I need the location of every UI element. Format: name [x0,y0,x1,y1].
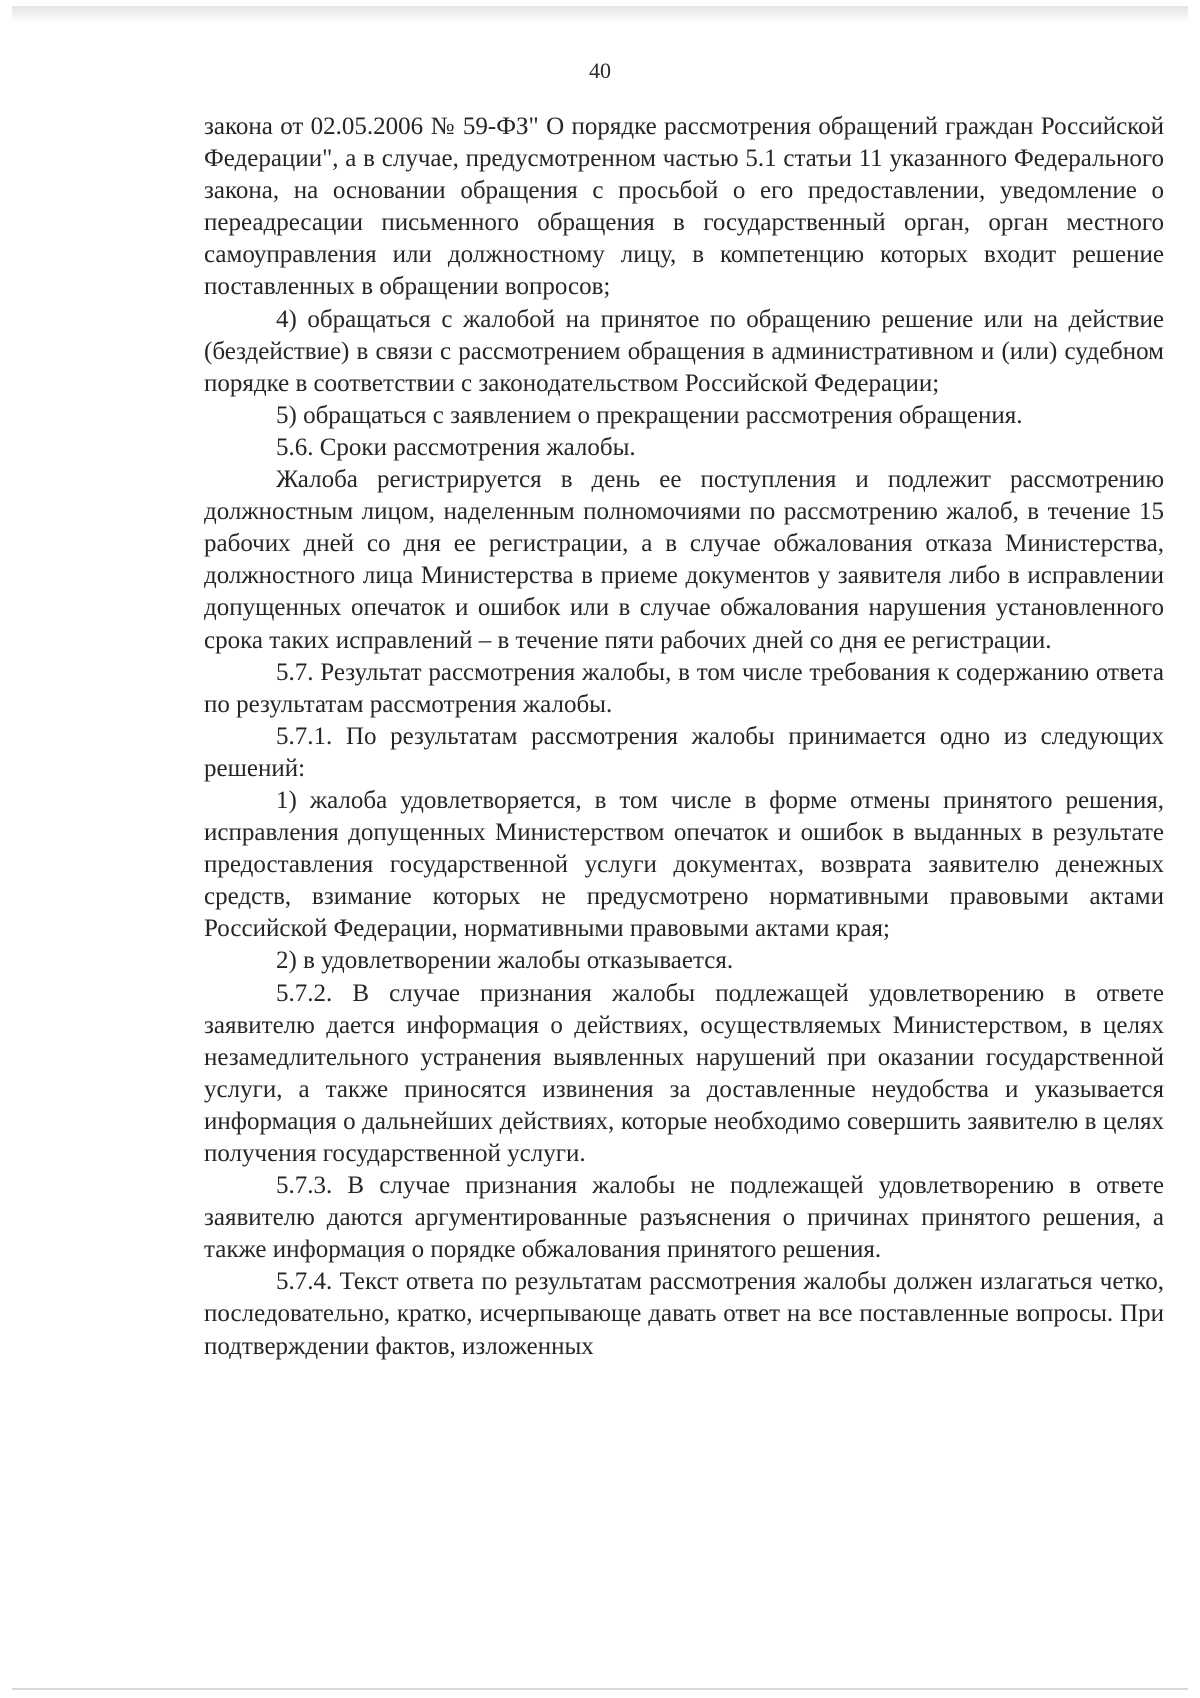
paragraph: 5) обращаться с заявлением о прекращении рассмотрения обращения. [276,401,1023,429]
document-body [204,111,1164,1363]
page-number: 40 [589,58,611,83]
paragraph: 1) жалоба удовлетворяется, в том числе в форме отмены принятого решения, исправления допущенных Министерством опечаток и ошибок в выданных в результате предоставления государственной услуги документах, возврата заявителю денежных средств, взимание которых не предусмотрено нормативными правовыми актами Российской Федерации, нормативными правовыми актами края; [204,786,1164,943]
paragraph: 2) в удовлетворении жалобы отказывается. [276,947,734,975]
paragraph: 5.7. Результат рассмотрения жалобы, в том числе требования к содержанию ответа по результатам рассмотрения жалобы. [204,658,1164,718]
paragraph: 4) обращаться с жалобой на принятое по обращению решение или на действие (бездействие) в связи с рассмотрением обращения в административном и (или) судебном порядке в соответствии с законодательством Российской Федерации; [204,305,1164,397]
paragraph: Жалоба регистрируется в день ее поступления и подлежит рассмотрению должностным лицом, наделенным полномочиями по рассмотрению жалоб, в течение 15 рабочих дней со дня ее регистрации, а в случае обжалования отказа Министерства, должностного лица Министерства в приеме документов у заявителя либо в исправлении допущенных опечаток и ошибок или в случае обжалования нарушения установленного срока таких исправлений – в течение пяти рабочих дней со дня ее регистрации. [204,466,1164,654]
scan-edge-top [12,6,1188,22]
paragraph: 5.6. Сроки рассмотрения жалобы. [276,433,636,461]
paragraph: 5.7.4. Текст ответа по результатам рассмотрения жалобы должен излагаться четко, последовательно, кратко, исчерпывающе давать ответ на все поставленные вопросы. При подтверждении фактов, изложенных [204,1268,1164,1360]
paragraph: 5.7.2. В случае признания жалобы подлежащей удовлетворению в ответе заявителю дается информация о действиях, осуществляемых Министерством, в целях незамедлительного устранения выявленных нарушений при оказании государственной услуги, а также приносятся извинения за доставленные неудобства и указывается информация о дальнейших действиях, которые необходимо совершить заявителю в целях получения государственной услуги. [204,979,1164,1167]
paragraph: 5.7.1. По результатам рассмотрения жалобы принимается одно из следующих решений: [204,722,1164,782]
scan-edge-bottom [12,1688,1188,1690]
paragraph: 5.7.3. В случае признания жалобы не подлежащей удовлетворению в ответе заявителю даются аргументированные разъяснения о причинах принятого решения, а также информация о порядке обжалования принятого решения. [204,1172,1164,1264]
paragraph: закона от 02.05.2006 № 59-ФЗ" О порядке рассмотрения обращений граждан Российской Федерации", а в случае, предусмотренном частью 5.1 статьи 11 указанного Федерального закона, на основании обращения с просьбой о его предоставлении, уведомление о переадресации письменного обращения в государственный орган, орган местного самоуправления или должностному лицу, в компетенцию которых входит решение поставленных в обращении вопросов; [204,113,1164,301]
